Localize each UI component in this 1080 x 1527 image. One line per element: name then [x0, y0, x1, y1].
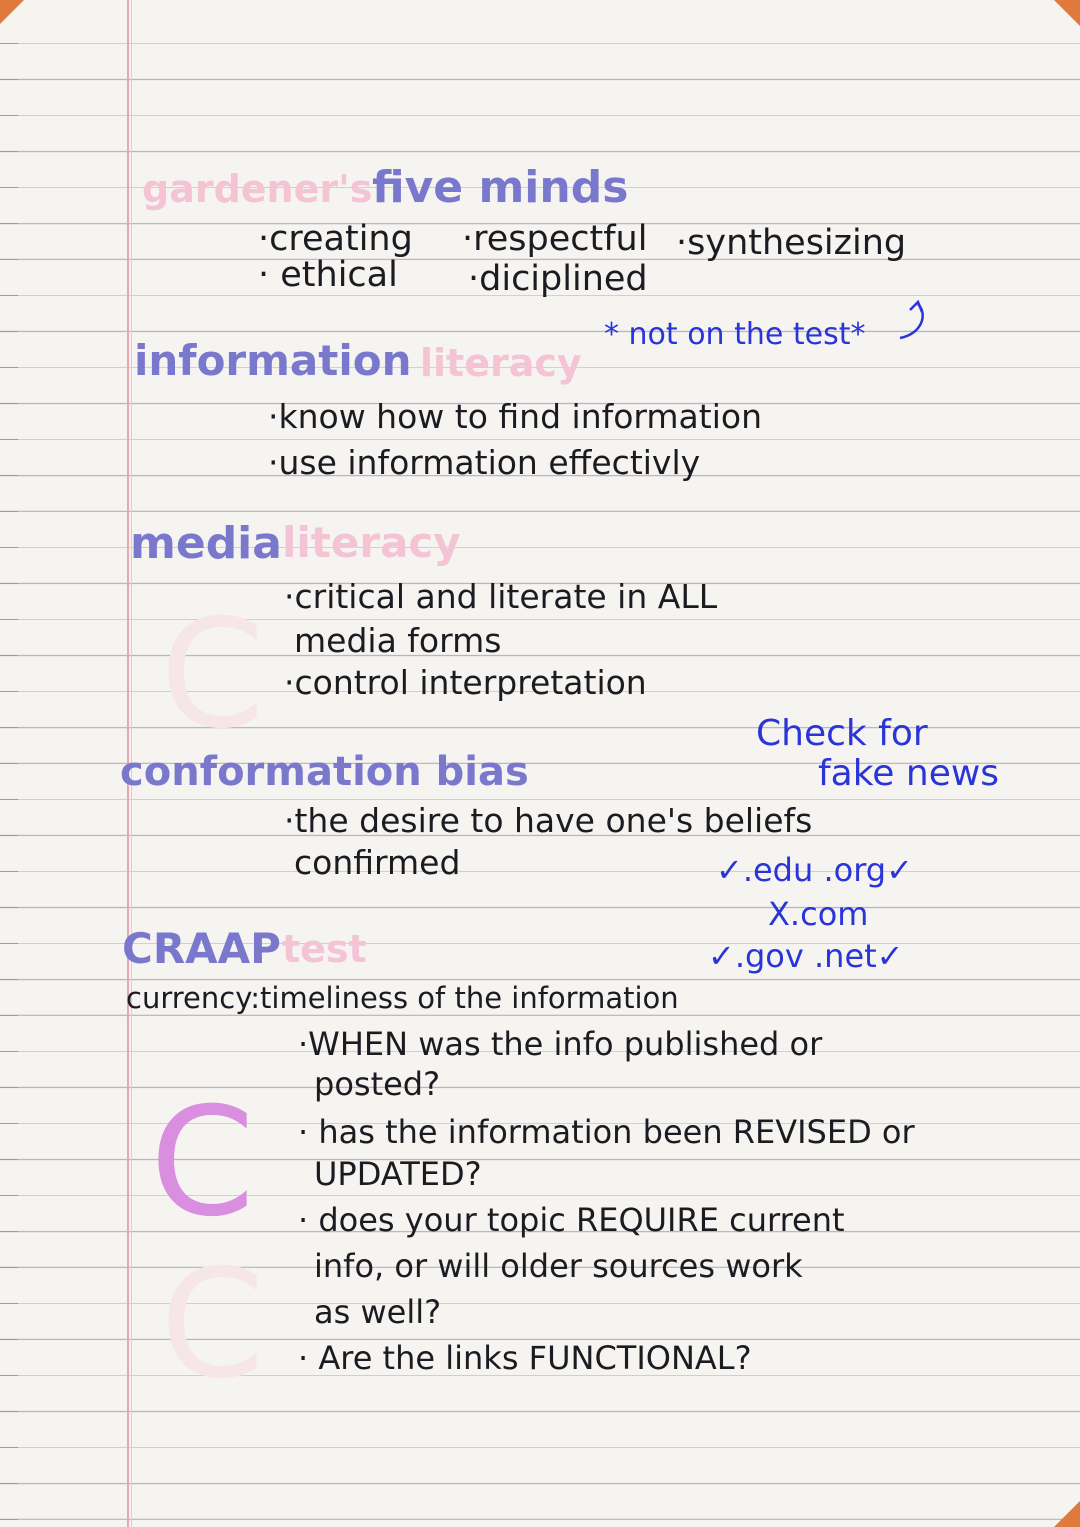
craap-letter-c: C: [150, 1076, 255, 1250]
information-title-faint: literacy: [420, 341, 582, 385]
craap-item: posted?: [314, 1065, 441, 1103]
confirmation-bias-title: conformation bias: [120, 749, 529, 795]
five-minds-item: · ethical: [258, 255, 398, 295]
craap-item: UPDATED?: [314, 1155, 482, 1193]
craap-item: info, or will older sources work: [314, 1247, 803, 1285]
currency-definition: currency:timeliness of the information: [126, 981, 679, 1015]
fake-news-title: Check for: [756, 713, 928, 754]
curved-arrow-icon: [870, 300, 926, 344]
not-on-test-note: * not on the test*: [604, 317, 866, 352]
media-item: ·control interpretation: [284, 663, 647, 702]
craap-item: · Are the links FUNCTIONAL?: [298, 1339, 752, 1377]
fake-news-domains: X.com: [768, 895, 869, 933]
fake-news-title: fake news: [818, 753, 1000, 794]
five-minds-item: ·diciplined: [468, 259, 648, 299]
media-title: media: [130, 518, 282, 569]
confirmation-item: confirmed: [294, 843, 461, 882]
five-minds-item: ·creating: [258, 219, 413, 259]
craap-item: · does your topic REQUIRE current: [298, 1201, 845, 1239]
craap-item: · has the information been REVISED or: [298, 1113, 915, 1151]
craap-item: ·WHEN was the info published or: [298, 1025, 823, 1063]
craap-item: as well?: [314, 1293, 442, 1331]
information-item: ·use information effectivly: [268, 443, 701, 482]
fake-news-domains: ✓.gov .net✓: [708, 937, 904, 975]
fake-news-domains: ✓.edu .org✓: [716, 851, 913, 889]
ghost-letter-bleedthrough: C: [160, 1238, 265, 1412]
ghost-letter-bleedthrough: C: [160, 588, 265, 762]
craap-title: CRAAP: [122, 924, 281, 973]
left-edge-perforation: [0, 0, 18, 1527]
media-title-faint: literacy: [282, 518, 461, 567]
five-minds-item: ·respectful: [462, 219, 648, 259]
confirmation-item: ·the desire to have one's beliefs: [284, 801, 813, 840]
information-item: ·know how to find information: [268, 397, 762, 436]
media-item: ·critical and literate in ALL: [284, 577, 718, 616]
five-minds-item: ·synthesizing: [676, 223, 907, 263]
media-item: media forms: [294, 621, 502, 660]
corner-tab-top-left: [0, 0, 24, 24]
information-title: information: [134, 336, 412, 385]
corner-tab-bottom-right: [1054, 1501, 1080, 1527]
craap-title-faint: test: [282, 927, 367, 971]
corner-tab-top-right: [1054, 0, 1080, 26]
five-minds-title-faint: gardener's: [142, 167, 373, 211]
five-minds-title: five minds: [372, 162, 629, 213]
